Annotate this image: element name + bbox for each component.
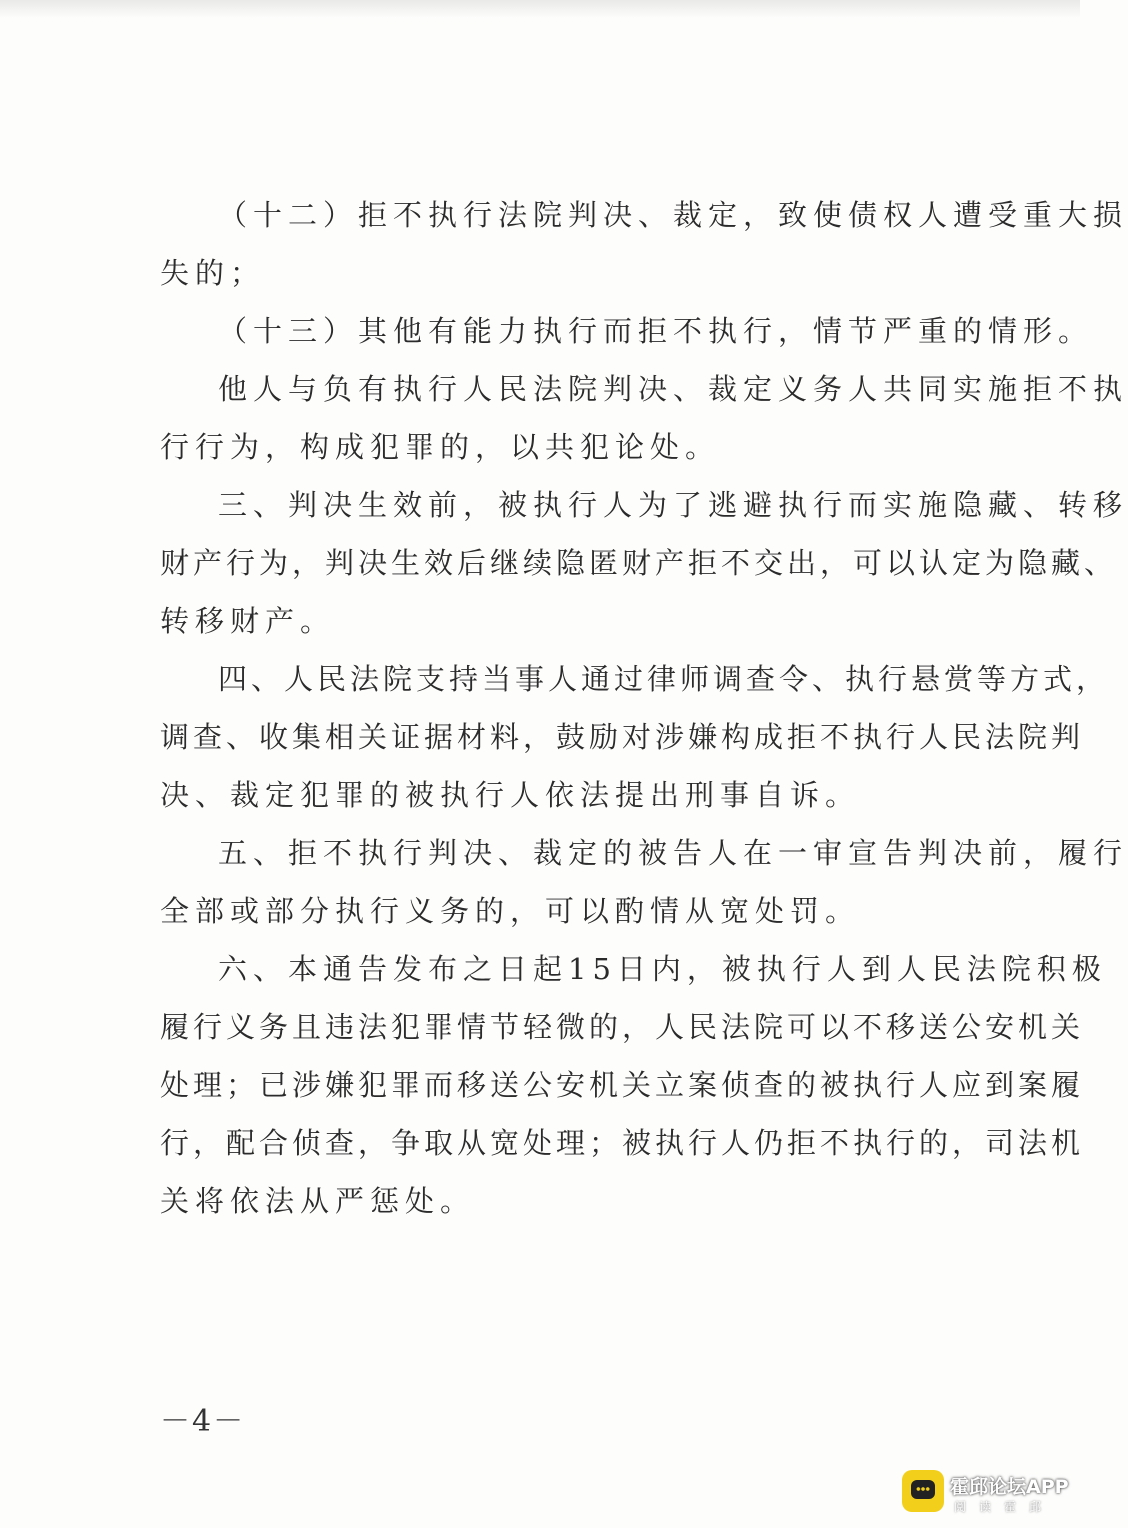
text-line: 调查、收集相关证据材料，鼓励对涉嫌构成拒不执行人民法院判 (160, 720, 1085, 754)
watermark-title: 霍邱论坛APP (950, 1476, 1069, 1498)
text-line: 四、人民法院支持当事人通过律师调查令、执行悬赏等方式， (218, 662, 1110, 696)
text-line: （十三）其他有能力执行而拒不执行，情节严重的情形。 (218, 314, 1094, 348)
text-line: 五、拒不执行判决、裁定的被告人在一审宣告判决前，履行 (218, 836, 1128, 870)
page-number: －4－ (160, 1404, 246, 1439)
text-line: 财产行为，判决生效后继续隐匿财产拒不交出，可以认定为隐藏、 (160, 546, 1118, 580)
text-line: 关将依法从严惩处。 (160, 1184, 476, 1218)
text-line: 决、裁定犯罪的被执行人依法提出刑事自诉。 (160, 778, 861, 812)
scan-edge-shadow (0, 0, 1080, 18)
text-line: 全部或部分执行义务的，可以酌情从宽处罚。 (160, 894, 861, 928)
watermark-subtitle: 阅读霍邱 (954, 1500, 1055, 1514)
text-line: （十二）拒不执行法院判决、裁定，致使债权人遭受重大损 (218, 198, 1128, 232)
chat-bubble-icon (902, 1470, 944, 1512)
text-line: 他人与负有执行人民法院判决、裁定义务人共同实施拒不执 (218, 372, 1128, 406)
text-line: 转移财产。 (160, 604, 336, 638)
app-watermark (902, 1468, 1072, 1522)
document-body (160, 186, 1128, 1230)
text-line: 处理；已涉嫌犯罪而移送公安机关立案侦查的被执行人应到案履 (160, 1068, 1085, 1102)
text-line: 行，配合侦查，争取从宽处理；被执行人仍拒不执行的，司法机 (160, 1126, 1085, 1160)
text-line: 三、判决生效前，被执行人为了逃避执行而实施隐藏、转移 (218, 488, 1128, 522)
text-line: 行行为，构成犯罪的，以共犯论处。 (160, 430, 721, 464)
text-line: 履行义务且违法犯罪情节轻微的，人民法院可以不移送公安机关 (160, 1010, 1085, 1044)
text-line: 六、本通告发布之日起15日内，被执行人到人民法院积极 (218, 952, 1107, 986)
text-line: 失的； (160, 256, 266, 290)
